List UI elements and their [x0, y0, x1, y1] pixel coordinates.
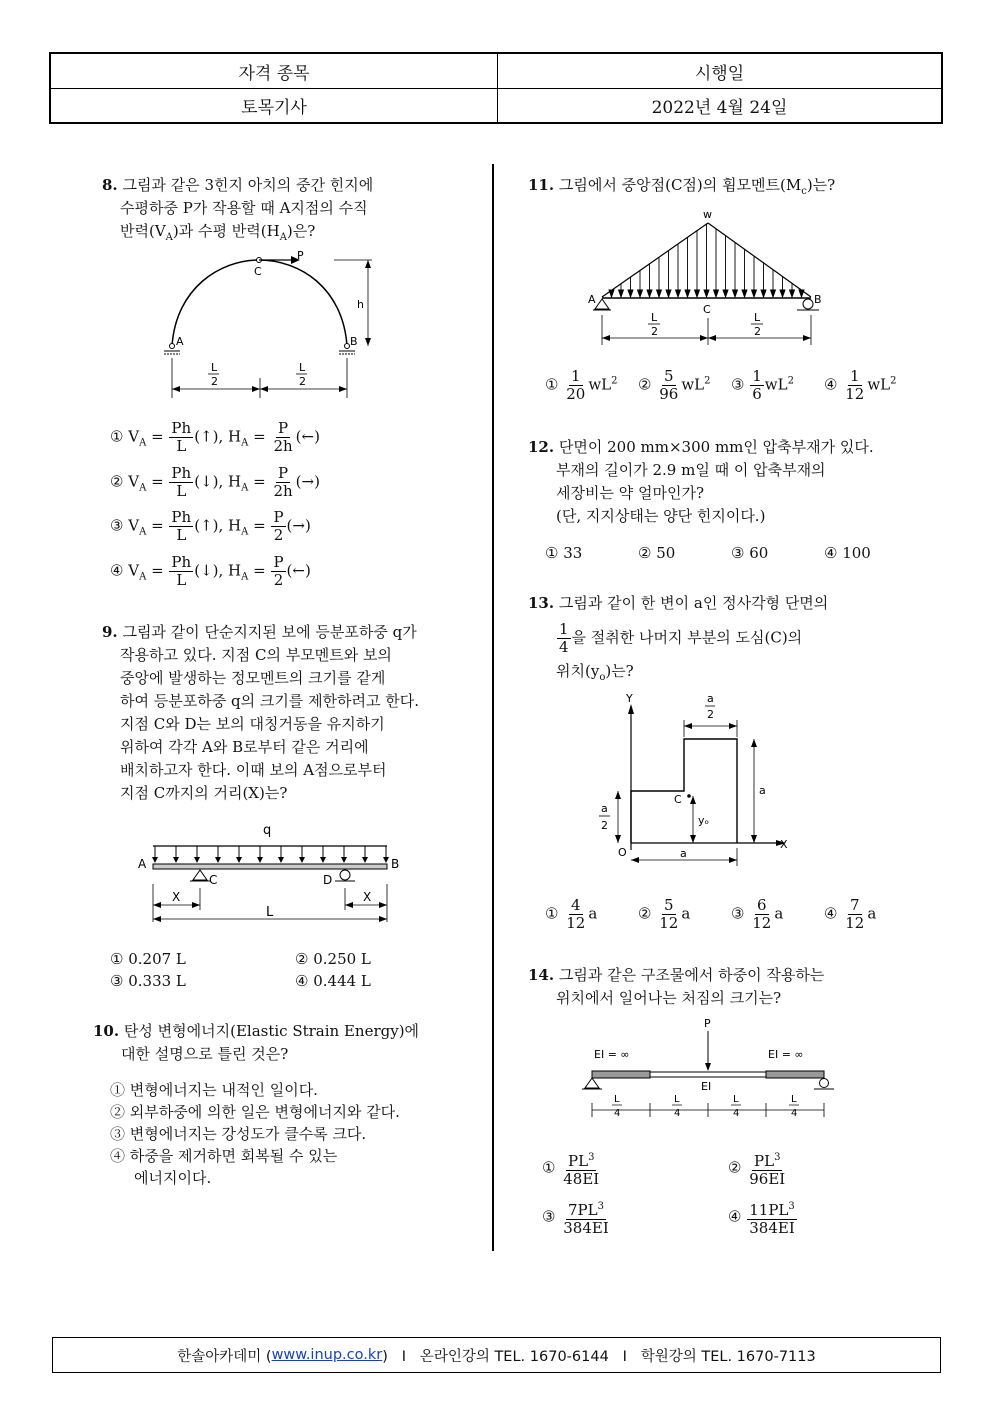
option-4[interactable]: ④ 0.444 L: [295, 972, 371, 990]
option-1[interactable]: ① $\frac{4}{12}$ a: [545, 896, 598, 932]
header-divider-horizontal: [51, 88, 941, 89]
option-3[interactable]: ③ $V_A$ = $\frac{Ph}{L}$ (↑), $H_A$ = $\frac{P}{2}$ (→): [110, 508, 311, 544]
option-3[interactable]: ③ 60: [731, 544, 769, 562]
load-q-label: q: [263, 823, 272, 838]
option-2[interactable]: ② 0.250 L: [295, 950, 371, 968]
length-l-label: L: [266, 905, 274, 920]
ei-infinity-left-label: EI = ∞: [594, 1048, 630, 1061]
l-shaped-section-figure: [594, 690, 794, 880]
hinge-c-label: C: [254, 265, 262, 278]
support-c-label: C: [209, 873, 218, 887]
option-3[interactable]: ③ 변형에너지는 강성도가 클수록 크다.: [110, 1125, 367, 1143]
question-9: 9. 그림과 같이 단순지지된 보에 등분포하중 q가 작용하고 있다. 지점 C의 부모멘트와 보의 중앙에 발생하는 정모멘트의 크기를 같게 하여 등분포하중 q의 크기를 제한하려고 한다. 지점 C와 D는 보의 대칭거동을 유지하기 위하여 각각 A와 B로부터 같은 거리에 배치하고자 한다. 이때 보의 A점으로부터 지점 C까지의 거리(X)는?: [102, 623, 420, 802]
svg-text:4: 4: [733, 1108, 740, 1119]
support-b-label: B: [814, 293, 822, 306]
end-b-label: B: [391, 857, 400, 871]
option-4[interactable]: ④ $V_A$ = $\frac{Ph}{L}$ (↓), $H_A$ = $\frac{P}{2}$ (←): [110, 553, 311, 589]
exam-type-label: 자격 종목: [238, 63, 310, 84]
svg-text:a: a: [601, 802, 608, 815]
question-14: 14. 그림과 같은 구조물에서 하중이 작용하는 위치에서 일어나는 처짐의 크기는?: [528, 966, 825, 1007]
svg-text:L: L: [614, 1094, 620, 1105]
option-4[interactable]: ④ $\frac{7}{12}$ a: [824, 896, 877, 932]
question-number: 13.: [528, 594, 555, 612]
three-hinge-arch-figure: [150, 248, 390, 408]
option-3[interactable]: ③ $\frac{7PL^3}{384EI}$: [542, 1198, 612, 1237]
point-c-label: C: [703, 303, 711, 316]
question-8: [102, 174, 373, 249]
option-2[interactable]: ② $\frac{PL^3}{96EI}$: [728, 1149, 788, 1188]
question-number: 9.: [102, 623, 118, 641]
svg-text:L: L: [674, 1094, 680, 1105]
ei-infinity-right-label: EI = ∞: [768, 1048, 804, 1061]
span-l-label: L: [211, 361, 218, 374]
option-1[interactable]: ① $\frac{1}{20}$ $wL^2$: [545, 367, 618, 403]
svg-text:2: 2: [601, 819, 608, 832]
exam-date-label: 시행일: [694, 63, 745, 84]
stepped-beam-figure: [580, 1015, 845, 1125]
exam-type-value: 토목기사: [241, 98, 307, 118]
question-number: 11.: [528, 176, 555, 194]
option-1[interactable]: ① $\frac{PL^3}{48EI}$: [542, 1149, 602, 1188]
question-11: 11. 그림에서 중앙점(C점)의 휨모멘트$(M_c)$는?: [528, 176, 836, 197]
distance-x-label: X: [172, 890, 181, 904]
question-number: 8.: [102, 176, 118, 194]
support-a-label: A: [588, 293, 596, 306]
load-p-label: P: [704, 1017, 711, 1030]
question-13: 13. 그림과 같이 한 변이 a인 정사각형 단면의 $\frac{1}{4}$ 을 절취한 나머지 부분의 도심(C)의 위치$(y_o)$는?: [528, 594, 829, 683]
triangular-load-beam-figure: [585, 205, 825, 350]
footer-contacts: ) I 온라인강의 TEL. 1670-6144 I 학원강의 TEL. 1670-7113: [382, 1348, 816, 1365]
question-text: 그림과 같은 3힌지 아치의 중간 힌지에: [122, 176, 374, 194]
option-1[interactable]: ① 33: [545, 544, 583, 562]
option-2[interactable]: ② $\frac{5}{12}$ a: [638, 896, 691, 932]
footer-website-link[interactable]: www.inup.co.kr: [271, 1347, 383, 1363]
span-l-label: L: [299, 361, 306, 374]
simply-supported-beam-figure: [135, 818, 410, 930]
svg-text:L: L: [733, 1094, 739, 1105]
exam-date-value: 2022년 4월 24일: [651, 98, 788, 118]
svg-text:2: 2: [651, 325, 658, 338]
support-b-label: B: [350, 335, 358, 348]
option-4[interactable]: ④ $\frac{1}{12}$ $wL^2$: [824, 367, 897, 403]
load-p-label: P: [297, 249, 304, 262]
question-10: 10. 탄성 변형에너지(Elastic Strain Energy)에 대한 설명으로 틀린 것은?: [93, 1022, 420, 1063]
option-4-continued: 에너지이다.: [134, 1169, 212, 1187]
option-4[interactable]: ④ 100: [824, 544, 871, 562]
svg-text:4: 4: [614, 1108, 621, 1119]
option-2[interactable]: ② 50: [638, 544, 676, 562]
svg-text:2: 2: [299, 375, 306, 388]
support-a-label: A: [176, 335, 184, 348]
svg-text:a: a: [759, 784, 766, 797]
option-2[interactable]: ② 외부하중에 의한 일은 변형에너지와 같다.: [110, 1103, 400, 1121]
question-text: 수평하중 P가 작용할 때 A지점의 수직: [120, 199, 368, 217]
distance-x-label: X: [363, 890, 372, 904]
svg-text:L: L: [651, 311, 658, 324]
footer: [52, 1337, 941, 1373]
svg-text:L: L: [754, 311, 761, 324]
svg-text:L: L: [791, 1094, 797, 1105]
option-2[interactable]: ② $V_A$ = $\frac{Ph}{L}$ (↓), $H_A$ = $\frac{P}{2h}$ (→): [110, 464, 320, 500]
yo-label: yₒ: [698, 814, 710, 827]
option-3[interactable]: ③ 0.333 L: [110, 972, 186, 990]
question-12: 12. 단면이 200 mm×300 mm인 압축부재가 있다. 부재의 길이가 2.9 m일 때 이 압축부재의 세장비는 약 얼마인가? (단, 지지상태는 양단 힌지이다.): [528, 438, 874, 525]
svg-text:a: a: [680, 847, 687, 860]
option-1[interactable]: ① 0.207 L: [110, 950, 186, 968]
option-1[interactable]: ① $V_A$ = $\frac{Ph}{L}$ (↑), $H_A$ = $\frac{P}{2h}$ (←): [110, 419, 320, 455]
support-d-label: D: [323, 873, 333, 887]
question-number: 10.: [93, 1022, 120, 1040]
column-divider: [492, 164, 494, 1251]
option-4[interactable]: ④ 하중을 제거하면 회복될 수 있는: [110, 1147, 338, 1165]
height-h-label: h: [357, 298, 364, 311]
svg-text:4: 4: [674, 1108, 681, 1119]
svg-text:a: a: [707, 692, 714, 705]
load-w-label: w: [703, 208, 712, 221]
axis-x-label: X: [780, 838, 788, 851]
header-table: [49, 52, 943, 124]
footer-academy: 한솔아카데미 (: [177, 1348, 272, 1365]
svg-text:4: 4: [791, 1108, 798, 1119]
option-4[interactable]: ④ $\frac{11PL^3}{384EI}$: [728, 1198, 798, 1237]
end-a-label: A: [138, 857, 147, 871]
option-3[interactable]: ③ $\frac{1}{6}$ $wL^2$: [731, 367, 794, 403]
axis-y-label: Y: [626, 692, 633, 705]
question-number: 14.: [528, 966, 555, 984]
question-number: 12.: [528, 438, 555, 456]
centroid-c-label: C: [674, 793, 682, 806]
option-1[interactable]: ① 변형에너지는 내적인 일이다.: [110, 1081, 318, 1099]
svg-text:2: 2: [211, 375, 218, 388]
option-3[interactable]: ③ $\frac{6}{12}$ a: [731, 896, 784, 932]
ei-label: EI: [701, 1080, 712, 1093]
question-text: 반력$(V_A)$과 수평 반력$(H_A)$은?: [120, 222, 316, 243]
origin-o-label: O: [618, 846, 627, 859]
svg-text:2: 2: [707, 708, 714, 721]
svg-text:2: 2: [754, 325, 761, 338]
option-2[interactable]: ② $\frac{5}{96}$ $wL^2$: [638, 367, 711, 403]
